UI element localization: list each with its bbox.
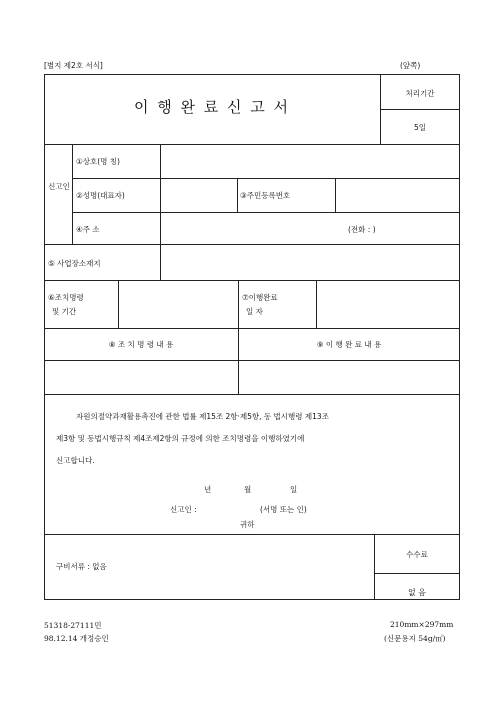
statement-line-2: 제3항 및 동법시행규칙 제4조제2항의 규정에 의한 조치명령을 이행하였기에	[56, 434, 305, 443]
address-field[interactable]	[161, 213, 341, 244]
order-period-label-line2: 및 기간	[52, 307, 77, 316]
company-name-field[interactable]	[161, 145, 459, 178]
phone-label: (전화 : )	[348, 225, 376, 234]
completion-content-field[interactable]	[239, 361, 459, 394]
completion-date-field[interactable]	[317, 281, 459, 328]
form-number: [별지 제2호 서식]	[44, 61, 103, 70]
date-day-label: 일	[290, 485, 298, 494]
date-year-label: 년	[204, 485, 212, 494]
statement-line-3: 신고합니다.	[56, 456, 95, 465]
declarant-group-label: 신고인	[48, 182, 70, 191]
completion-content-heading: ⑨ 이 행 완 료 내 용	[316, 340, 382, 349]
fee-value: 없 음	[408, 588, 426, 597]
order-period-field[interactable]	[119, 281, 238, 328]
order-period-label-line1: ⑥조치명령	[48, 293, 84, 302]
fee-label: 수수료	[406, 550, 428, 559]
statement-line-1: 자원의절약과재활용촉진에 관한 법률 제15조 2항·제5항, 동 법시행령 제13조	[76, 412, 329, 421]
workplace-address-label: ⑤ 사업장소재지	[48, 259, 101, 268]
completion-date-label-line1: ⑦이행완료	[242, 293, 278, 302]
completion-date-label-line2: 일 자	[246, 307, 263, 316]
resident-number-field[interactable]	[336, 179, 459, 212]
required-documents-label: 구비서류 : 없음	[56, 562, 107, 571]
processing-period-label: 처리기간	[405, 89, 435, 98]
address-label: ④주 소	[76, 225, 100, 234]
form-code: 51318-27111민	[44, 621, 102, 630]
representative-name-field[interactable]	[161, 179, 237, 212]
paper-type: (신문용지 54g/㎡)	[384, 634, 446, 643]
representative-name-label: ②성명(대표자)	[76, 191, 125, 200]
signature-label: (서명 또는 인)	[260, 505, 307, 514]
signer-label: 신고인 :	[170, 505, 197, 514]
resident-number-label: ③주민등록번호	[240, 191, 291, 200]
order-content-field[interactable]	[45, 361, 238, 394]
processing-period-value: 5일	[413, 123, 427, 132]
approval-date: 98.12.14 개정승인	[44, 634, 109, 643]
paper-size: 210mm×297mm	[390, 620, 454, 629]
form-title: 이 행 완 료 신 고 서	[133, 98, 291, 116]
company-name-label: ①상호(명 칭)	[76, 157, 120, 166]
recipient-label: 귀하	[240, 520, 255, 529]
date-month-label: 월	[244, 485, 252, 494]
page-side-label: (앞쪽)	[400, 61, 421, 70]
workplace-field[interactable]	[161, 245, 459, 280]
order-content-heading: ⑧ 조 치 명 령 내 용	[108, 340, 174, 349]
